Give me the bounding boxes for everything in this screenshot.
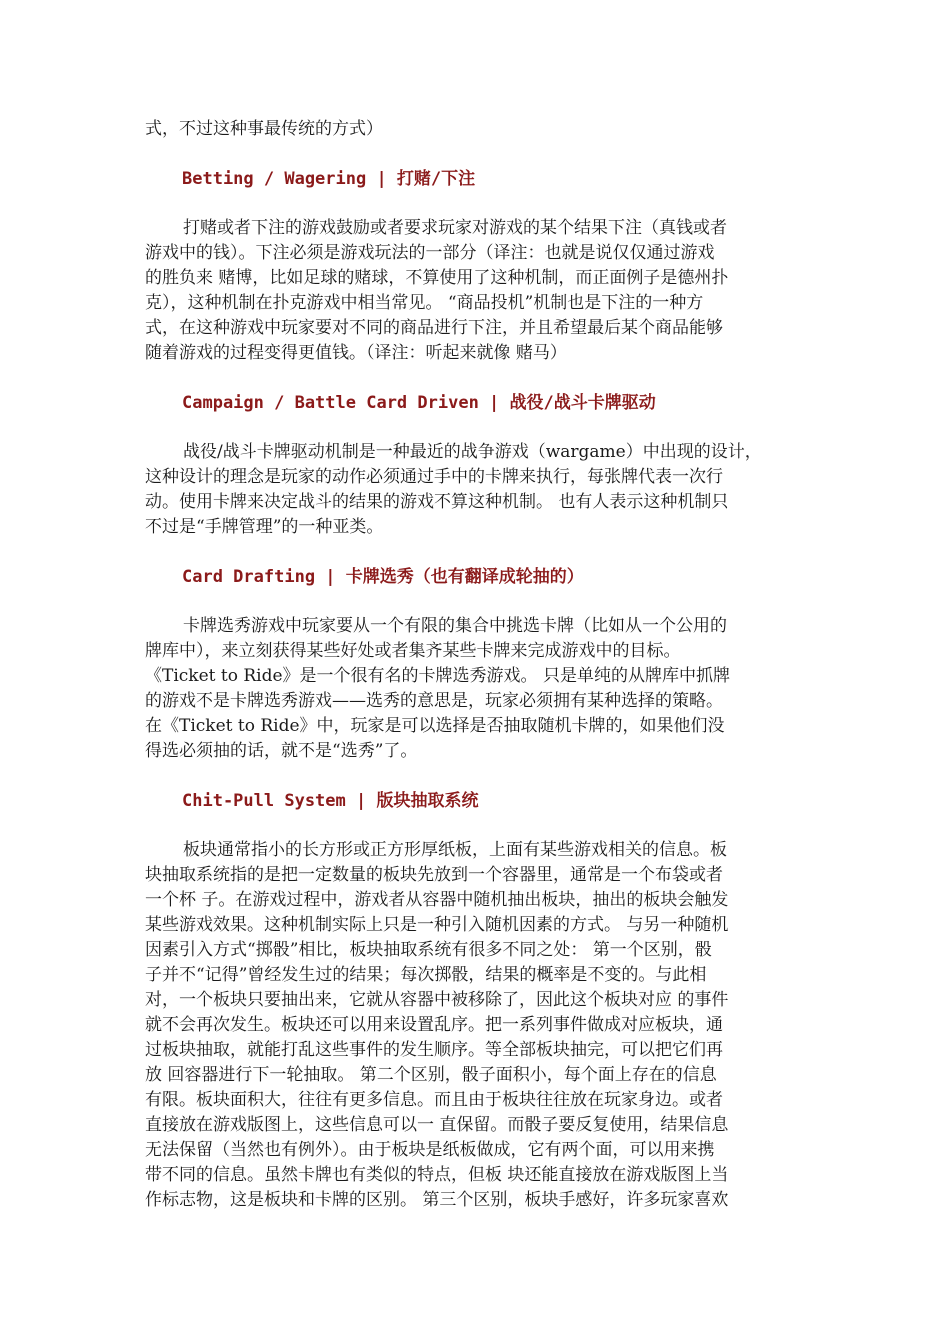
section-campaign-line: 这种设计的理念是玩家的动作必须通过手中的卡牌来执行，每张牌代表一次行 bbox=[145, 467, 723, 487]
section-chit-pull-line: 无法保留（当然也有例外）。由于板块是纸板做成，它有两个面，可以用来携 bbox=[145, 1140, 715, 1160]
section-betting-line: 游戏中的钱）。下注必须是游戏玩法的一部分（译注：也就是说仅仅通过游戏 bbox=[145, 243, 715, 263]
section-chit-pull-line: 块抽取系统指的是把一定数量的板块先放到一个容器里，通常是一个布袋或者 bbox=[145, 865, 723, 885]
section-chit-pull-line: 对，一个板块只要抽出来，它就从容器中被移除了，因此这个板块对应 的事件 bbox=[145, 990, 729, 1010]
section-chit-pull-line: 过板块抽取，就能打乱这些事件的发生顺序。等全部板块抽完，可以把它们再 bbox=[145, 1040, 723, 1060]
section-card-drafting-line: 在《Ticket to Ride》中，玩家是可以选择是否抽取随机卡牌的，如果他们没 bbox=[145, 716, 725, 736]
section-betting-line: 的胜负来 赌博，比如足球的赌球，不算使用了这种机制，而正面例子是德州扑 bbox=[145, 268, 729, 288]
section-chit-pull-line: 因素引入方式“掷骰”相比，板块抽取系统有很多不同之处： 第一个区别，骰 bbox=[145, 940, 712, 960]
section-heading-betting: Betting / Wagering | 打赌/下注 bbox=[182, 169, 476, 189]
section-campaign-line: 动。使用卡牌来决定战斗的结果的游戏不算这种机制。 也有人表示这种机制只 bbox=[145, 492, 729, 512]
section-chit-pull-line: 一个杯 子。在游戏过程中，游戏者从容器中随机抽出板块，抽出的板块会触发 bbox=[145, 890, 729, 910]
section-chit-pull-line: 作标志物，这是板块和卡牌的区别。 第三个区别，板块手感好，许多玩家喜欢 bbox=[145, 1190, 729, 1210]
section-chit-pull-line: 子并不“记得”曾经发生过的结果；每次掷骰，结果的概率是不变的。与此相 bbox=[145, 965, 707, 985]
section-card-drafting-line: 的游戏不是卡牌选秀游戏——选秀的意思是，玩家必须拥有某种选择的策略。 bbox=[145, 691, 723, 711]
section-card-drafting-line: 卡牌选秀游戏中玩家要从一个有限的集合中挑选卡牌（比如从一个公用的 bbox=[183, 616, 727, 636]
section-chit-pull-line: 某些游戏效果。这种机制实际上只是一种引入随机因素的方式。 与另一种随机 bbox=[145, 915, 729, 935]
section-betting-line: 式，在这种游戏中玩家要对不同的商品进行下注，并且希望最后某个商品能够 bbox=[145, 318, 723, 338]
section-chit-pull-line: 直接放在游戏版图上，这些信息可以一 直保留。而骰子要反复使用，结果信息 bbox=[145, 1115, 729, 1135]
section-betting-line: 克），这种机制在扑克游戏中相当常见。 “商品投机”机制也是下注的一种方 bbox=[145, 293, 704, 313]
section-campaign-line: 战役/战斗卡牌驱动机制是一种最近的战争游戏（wargame）中出现的设计， bbox=[183, 442, 762, 462]
section-chit-pull-line: 有限。板块面积大，往往有更多信息。而且由于板块往往放在玩家身边。或者 bbox=[145, 1090, 723, 1110]
section-betting-line: 随着游戏的过程变得更值钱。（译注：听起来就像 赌马） bbox=[145, 343, 567, 363]
section-campaign-line: 不过是“手牌管理”的一种亚类。 bbox=[145, 517, 384, 537]
section-chit-pull-line: 板块通常指小的长方形或正方形厚纸板，上面有某些游戏相关的信息。板 bbox=[183, 840, 727, 860]
section-chit-pull-line: 放 回容器进行下一轮抽取。 第二个区别，骰子面积小，每个面上存在的信息 bbox=[145, 1065, 717, 1085]
continuation-text: 式，不过这种事最传统的方式） bbox=[145, 119, 383, 139]
section-card-drafting-line: 牌库中），来立刻获得某些好处或者集齐某些卡牌来完成游戏中的目标。 bbox=[145, 641, 681, 661]
section-card-drafting-line: 得选必须抽的话，就不是“选秀”了。 bbox=[145, 741, 418, 761]
section-heading-campaign: Campaign / Battle Card Driven | 战役/战斗卡牌驱动 bbox=[182, 393, 656, 413]
section-betting-line: 打赌或者下注的游戏鼓励或者要求玩家对游戏的某个结果下注（真钱或者 bbox=[183, 218, 727, 238]
section-heading-chit-pull: Chit-Pull System | 版块抽取系统 bbox=[182, 791, 479, 811]
section-card-drafting-line: 《Ticket to Ride》是一个很有名的卡牌选秀游戏。 只是单纯的从牌库中抓牌 bbox=[145, 666, 730, 686]
section-chit-pull-line: 带不同的信息。虽然卡牌也有类似的特点，但板 块还能直接放在游戏版图上当 bbox=[145, 1165, 729, 1185]
section-heading-card-drafting: Card Drafting | 卡牌选秀（也有翻译成轮抽的） bbox=[182, 567, 584, 587]
section-chit-pull-line: 就不会再次发生。板块还可以用来设置乱序。把一系列事件做成对应板块，通 bbox=[145, 1015, 723, 1035]
